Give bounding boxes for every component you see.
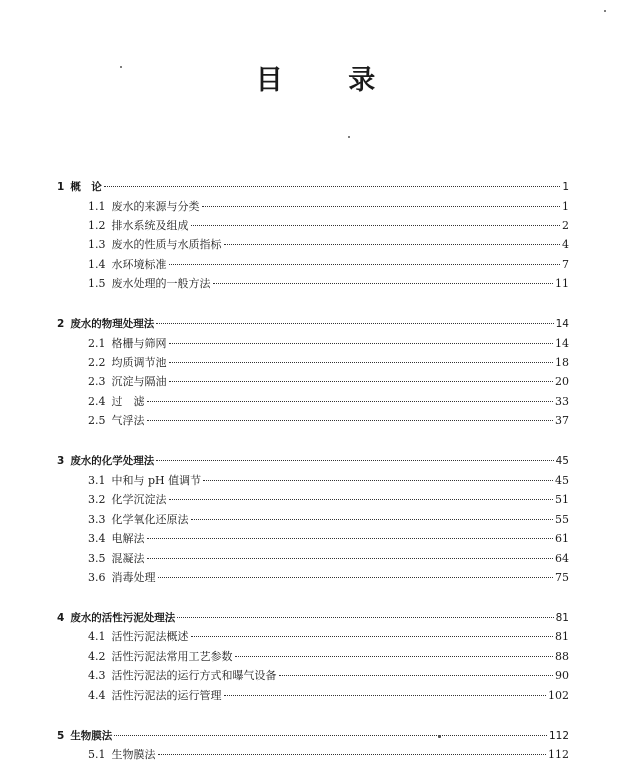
scan-speck: [348, 136, 350, 138]
toc-entry-page-number: 33: [555, 395, 569, 408]
toc-entry-label: 气浮法: [111, 414, 145, 427]
toc-entry-label: 概 论: [70, 181, 102, 193]
toc-entry-page-number: 45: [555, 474, 569, 487]
toc-entry-label: 废水的化学处理法: [70, 455, 155, 467]
toc-section-entry[interactable]: [88, 511, 569, 529]
toc-leader-dots: [235, 656, 554, 657]
toc-entry-label: 电解法: [111, 532, 145, 545]
toc-entry-number: 2.1: [88, 337, 106, 350]
toc-entry-page-number: 4: [562, 238, 569, 251]
toc-leader-dots: [147, 420, 554, 421]
toc-leader-dots: [224, 695, 547, 696]
toc-entry-label: 化学氧化还原法: [111, 513, 189, 526]
toc-leader-dots: [169, 381, 554, 382]
toc-entry-label: 中和与 pH 值调节: [111, 474, 202, 487]
toc-entry-number: 4: [57, 612, 65, 624]
toc-entry-label: 排水系统及组成: [111, 219, 189, 232]
toc-entry-page-number: 20: [555, 375, 569, 388]
toc-section-entry[interactable]: [88, 373, 569, 391]
toc-entry-page-number: 112: [548, 730, 569, 742]
toc-entry-label: 废水的活性污泥处理法: [70, 612, 176, 624]
toc-entry-page-number: 14: [555, 337, 569, 350]
toc-entry-page-number: 1: [562, 181, 569, 193]
scan-speck: [438, 735, 441, 738]
toc-chapter-entry[interactable]: [57, 178, 569, 196]
toc-section-entry[interactable]: [88, 354, 569, 372]
toc-entry-number: 1.2: [88, 219, 106, 232]
toc-entry-label: 水环境标准: [111, 258, 167, 271]
toc-entry-number: 3.5: [88, 552, 106, 565]
toc-entry-number: 1.3: [88, 238, 106, 251]
scan-speck: [604, 10, 606, 12]
toc-entry-label: 活性污泥法的运行方式和曝气设备: [111, 669, 277, 682]
toc-leader-dots: [203, 480, 553, 481]
toc-chapter-entry[interactable]: [57, 452, 569, 470]
toc-leader-dots: [156, 323, 553, 324]
scan-speck: [120, 66, 122, 68]
toc-entry-page-number: 75: [555, 571, 569, 584]
toc-entry-label: 活性污泥法常用工艺参数: [111, 650, 233, 663]
toc-entry-number: 2.5: [88, 414, 106, 427]
toc-section-entry[interactable]: [88, 667, 569, 685]
toc-entry-page-number: 45: [555, 455, 569, 467]
page-title: 目 录: [255, 65, 404, 96]
toc-entry-page-number: 88: [555, 650, 569, 663]
toc-entry-number: 3.1: [88, 474, 106, 487]
toc-entry-number: 3.3: [88, 513, 106, 526]
toc-entry-page-number: 1: [562, 200, 569, 213]
toc-entry-number: 3.4: [88, 532, 106, 545]
toc-entry-label: 废水的来源与分类: [111, 200, 200, 213]
toc-section-entry[interactable]: [88, 217, 569, 235]
toc-section-entry[interactable]: [88, 275, 569, 293]
toc-entry-page-number: 61: [555, 532, 569, 545]
toc-leader-dots: [158, 577, 554, 578]
toc-leader-dots: [169, 343, 554, 344]
toc-entry-label: 活性污泥法概述: [111, 630, 189, 643]
toc-leader-dots: [147, 558, 554, 559]
toc-section-entry[interactable]: [88, 198, 569, 216]
toc-entry-page-number: 11: [555, 277, 569, 290]
toc-leader-dots: [147, 401, 554, 402]
toc-entry-number: 4.3: [88, 669, 106, 682]
toc-leader-dots: [213, 283, 554, 284]
toc-leader-dots: [114, 735, 547, 736]
toc-entry-label: 过 滤: [111, 395, 145, 408]
toc-section-entry[interactable]: [88, 569, 569, 587]
toc-leader-dots: [191, 519, 554, 520]
toc-leader-dots: [224, 244, 561, 245]
toc-leader-dots: [191, 225, 561, 226]
toc-section-entry[interactable]: [88, 335, 569, 353]
toc-entry-number: 4.2: [88, 650, 106, 663]
toc-entry-number: 4.4: [88, 689, 106, 702]
toc-entry-label: 化学沉淀法: [111, 493, 167, 506]
toc-leader-dots: [202, 206, 561, 207]
toc-section-entry[interactable]: [88, 412, 569, 430]
toc-entry-number: 3: [57, 455, 65, 467]
toc-entry-number: 5.1: [88, 748, 106, 761]
toc-entry-page-number: 102: [548, 689, 569, 702]
toc-leader-dots: [169, 362, 554, 363]
toc-entry-page-number: 7: [562, 258, 569, 271]
toc-entry-number: 3.2: [88, 493, 106, 506]
toc-entry-label: 沉淀与隔油: [111, 375, 167, 388]
toc-entry-label: 混凝法: [111, 552, 145, 565]
toc-chapter-entry[interactable]: [57, 315, 569, 333]
toc-section-entry[interactable]: [88, 256, 569, 274]
toc-entry-number: 2.3: [88, 375, 106, 388]
toc-entry-label: 格栅与筛网: [111, 337, 167, 350]
toc-entry-page-number: 55: [555, 513, 569, 526]
toc-entry-number: 2.4: [88, 395, 106, 408]
toc-chapter-entry[interactable]: [57, 727, 569, 745]
toc-section-entry[interactable]: [88, 550, 569, 568]
toc-entry-number: 5: [57, 730, 65, 742]
toc-section-entry[interactable]: [88, 393, 569, 411]
toc-entry-label: 均质调节池: [111, 356, 167, 369]
toc-entry-label: 消毒处理: [111, 571, 156, 584]
toc-entry-page-number: 14: [555, 318, 569, 330]
toc-entry-number: 1.4: [88, 258, 106, 271]
toc-leader-dots: [156, 460, 553, 461]
toc-entry-page-number: 90: [555, 669, 569, 682]
toc-entry-number: 1.1: [88, 200, 106, 213]
toc-entry-number: 2.2: [88, 356, 106, 369]
toc-entry-page-number: 18: [555, 356, 569, 369]
toc-entry-number: 4.1: [88, 630, 106, 643]
toc-leader-dots: [147, 538, 554, 539]
toc-entry-label: 生物膜法: [70, 730, 113, 742]
toc-leader-dots: [169, 499, 554, 500]
toc-entry-page-number: 81: [555, 630, 569, 643]
toc-entry-number: 3.6: [88, 571, 106, 584]
toc-leader-dots: [279, 675, 554, 676]
toc-leader-dots: [158, 754, 547, 755]
toc-entry-page-number: 37: [555, 414, 569, 427]
toc-leader-dots: [191, 636, 554, 637]
toc-entry-page-number: 112: [548, 748, 569, 761]
toc-entry-page-number: 51: [555, 493, 569, 506]
toc-leader-dots: [177, 617, 553, 618]
toc-entry-label: 废水的性质与水质指标: [111, 238, 222, 251]
toc-entry-page-number: 81: [555, 612, 569, 624]
toc-entry-number: 1.5: [88, 277, 106, 290]
toc-section-entry[interactable]: [88, 648, 569, 666]
toc-section-entry[interactable]: [88, 491, 569, 509]
toc-leader-dots: [104, 186, 561, 187]
toc-entry-label: 废水处理的一般方法: [111, 277, 211, 290]
toc-entry-page-number: 2: [562, 219, 569, 232]
toc-entry-number: 2: [57, 318, 65, 330]
toc-entry-page-number: 64: [555, 552, 569, 565]
toc-entry-label: 废水的物理处理法: [70, 318, 155, 330]
toc-entry-label: 活性污泥法的运行管理: [111, 689, 222, 702]
toc-entry-label: 生物膜法: [111, 748, 156, 761]
toc-section-entry[interactable]: [88, 628, 569, 646]
toc-leader-dots: [169, 264, 561, 265]
toc-section-entry[interactable]: [88, 687, 569, 705]
toc-section-entry[interactable]: [88, 746, 569, 764]
toc-section-entry[interactable]: [88, 236, 569, 254]
toc-entry-number: 1: [57, 181, 65, 193]
toc-section-entry[interactable]: [88, 472, 569, 490]
toc-chapter-entry[interactable]: [57, 609, 569, 627]
toc-section-entry[interactable]: [88, 530, 569, 548]
